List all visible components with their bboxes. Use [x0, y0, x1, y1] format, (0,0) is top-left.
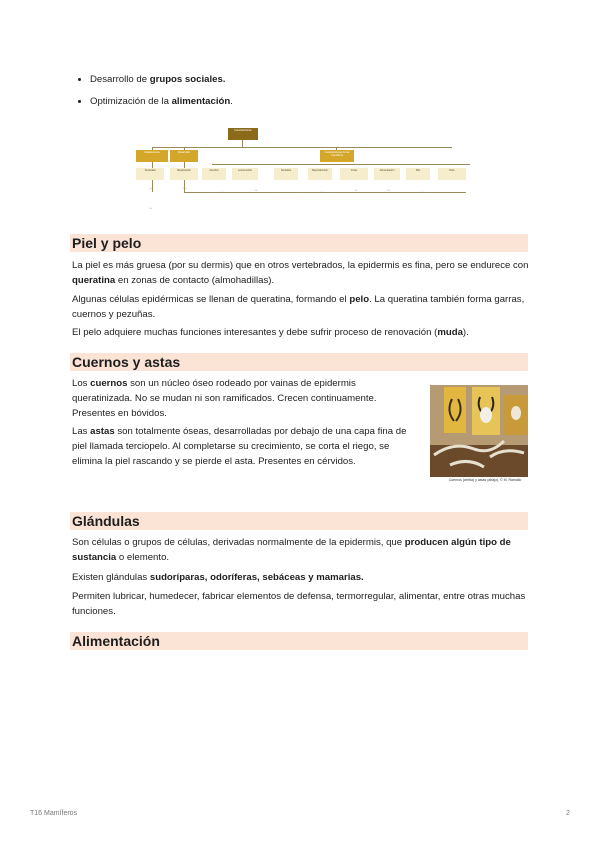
diagram-node: Alimentación	[374, 168, 400, 180]
diagram-leaf: ▪ ▪	[220, 191, 224, 194]
diagram-node: Características de los mamíferos	[320, 150, 354, 162]
mammal-characteristics-diagram	[132, 128, 472, 218]
diagram-leaf: ▪ ▪	[420, 191, 424, 194]
diagram-leaf: ▪ ▪	[354, 189, 358, 192]
diagram-leaf: ▪ ▪	[254, 189, 258, 192]
diagram-root-node: Características	[228, 128, 258, 140]
section-heading-cuernos: Cuernos y astas	[70, 353, 528, 371]
diagram-leaf: ▪ ▪ ▪	[182, 187, 188, 190]
section-heading-glandulas: Glándulas	[70, 512, 528, 530]
diagram-leaf: ▪ ▪	[286, 191, 290, 194]
page-number: 2	[566, 810, 570, 817]
photo-caption: Cuernos (arriba) y astas (abajo). © M. Ramallo	[448, 478, 522, 482]
paragraph: Los cuernos son un núcleo óseo rodeado por vainas de epidermis queratinizada. No se mudan ni son ramificados. Crecen continuamente. Presentes en bóvidos.	[72, 378, 377, 419]
diagram-leaf: ▪ ▪	[387, 189, 391, 192]
diagram-node: Sociedad	[136, 168, 164, 180]
bullet-list	[72, 72, 233, 116]
footer-title: T16 Mamíferos	[30, 810, 78, 817]
paragraph: Las astas son totalmente óseas, desarrolladas por debajo de una capa fina de piel llamada terciopelo. Al completarse su crecimiento, se corta el riego, se elimina la piel rascando y se pierde el asta. Presentes en cérvidos.	[72, 426, 407, 467]
paragraph: Algunas células epidérmicas se llenan de queratina, formando el pelo. La queratina también forma garras, cuernos y pezuñas.	[72, 294, 525, 320]
diagram-leaf: ▪ ▪	[149, 187, 153, 190]
paragraph: La piel es más gruesa (por su dermis) que en otros vertebrados, la epidermis es fina, pero se endurece con queratina en zonas de contacto (almohadillas).	[72, 260, 529, 286]
diagram-node: Crías	[340, 168, 368, 180]
diagram-node: Desarrollo	[170, 150, 198, 162]
diagram-leaf: ▪ ▪	[149, 207, 153, 210]
diagram-node: Respiración	[170, 168, 198, 180]
section-heading-alimentacion: Alimentación	[70, 632, 528, 650]
diagram-node: Locomoción	[232, 168, 258, 180]
list-item: • Optimización de la alimentación.	[90, 94, 233, 109]
diagram-node: Cerebro	[202, 168, 226, 180]
diagram-node: Pelo	[438, 168, 466, 180]
paragraph: Permiten lubricar, humedecer, fabricar elementos de defensa, termorregular, alimentar, entre otras muchas funciones.	[72, 591, 526, 617]
diagram-node: Piel	[406, 168, 430, 180]
diagram-leaf: ▪	[455, 191, 457, 194]
diagram-leaf: ▪ ▪	[320, 191, 324, 194]
list-item: • Desarrollo de grupos sociales.	[90, 72, 233, 87]
horns-antlers-photo	[430, 385, 528, 477]
paragraph: Existen glándulas sudoríparas, odoríferas, sebáceas y mamarias.	[72, 572, 364, 583]
diagram-node: Adaptaciones	[136, 150, 168, 162]
diagram-node: Reproducción	[308, 168, 332, 180]
paragraph: Son células o grupos de células, derivadas normalmente de la epidermis, que producen algún tipo de sustancia o elemento.	[72, 537, 511, 563]
paragraph: El pelo adquiere muchas funciones interesantes y debe sufrir proceso de renovación (muda).	[72, 327, 469, 338]
section-heading-piel: Piel y pelo	[70, 234, 528, 252]
diagram-node: Sentidos	[274, 168, 298, 180]
